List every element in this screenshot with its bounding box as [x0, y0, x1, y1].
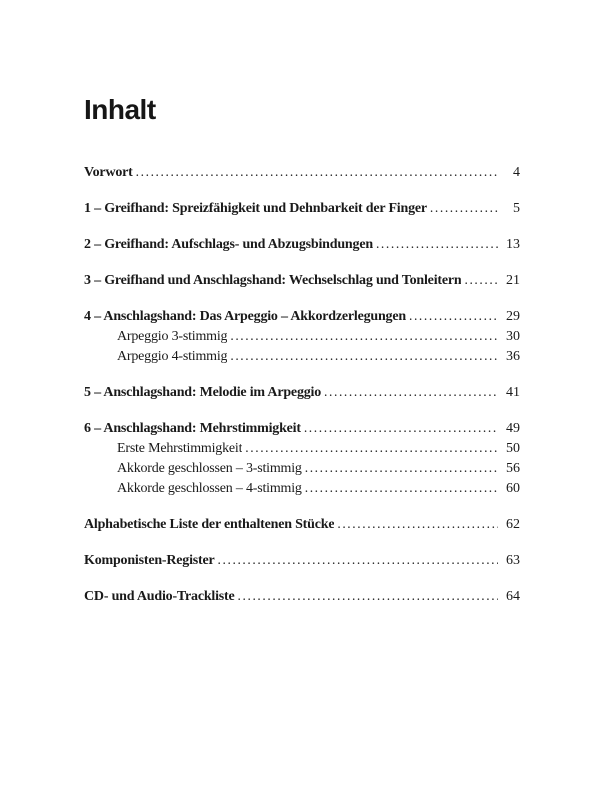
table-of-contents	[84, 162, 520, 606]
toc-subentry	[84, 326, 520, 346]
toc-entry-page: 64	[506, 589, 520, 604]
toc-subentry	[84, 478, 520, 498]
toc-entry-label: 2 – Greifhand: Aufschlags- und Abzugsbindungen	[84, 237, 373, 252]
dot-leader	[136, 162, 498, 181]
toc-entry-page: 49	[506, 421, 520, 436]
toc-subentry	[84, 458, 520, 478]
dot-leader	[305, 458, 498, 477]
toc-entry	[84, 418, 520, 438]
toc-entry-label: Arpeggio 4-stimmig	[117, 349, 228, 364]
dot-leader	[238, 586, 498, 605]
toc-entry-page: 50	[506, 441, 520, 456]
toc-entry-label: Komponisten-Register	[84, 553, 215, 568]
toc-entry-page: 30	[506, 329, 520, 344]
dot-leader	[430, 198, 498, 217]
toc-entry-label: 6 – Anschlagshand: Mehrstimmigkeit	[84, 421, 301, 436]
toc-entry-page: 21	[506, 273, 520, 288]
toc-entry-label: Akkorde geschlossen – 3-stimmig	[117, 461, 302, 476]
toc-entry-page: 13	[506, 237, 520, 252]
toc-entry	[84, 162, 520, 182]
toc-entry-label: CD- und Audio-Trackliste	[84, 589, 235, 604]
toc-entry	[84, 198, 520, 218]
dot-leader	[464, 270, 498, 289]
toc-entry-page: 41	[506, 385, 520, 400]
toc-subentry	[84, 346, 520, 366]
page-title: Inhalt	[84, 94, 156, 125]
dot-leader	[218, 550, 498, 569]
toc-entry-label: Alphabetische Liste der enthaltenen Stücke	[84, 517, 335, 532]
toc-entry-label: 1 – Greifhand: Spreizfähigkeit und Dehnbarkeit der Finger	[84, 201, 427, 216]
toc-entry-label: Erste Mehrstimmigkeit	[117, 441, 243, 456]
toc-entry-page: 29	[506, 309, 520, 324]
toc-entry	[84, 550, 520, 570]
toc-entry-label: Arpeggio 3-stimmig	[117, 329, 228, 344]
dot-leader	[304, 418, 498, 437]
toc-entry-page: 62	[506, 517, 520, 532]
dot-leader	[337, 514, 498, 533]
dot-leader	[409, 306, 498, 325]
toc-entry-label: 5 – Anschlagshand: Melodie im Arpeggio	[84, 385, 322, 400]
toc-entry-label: 4 – Anschlagshand: Das Arpeggio – Akkordzerlegungen	[84, 309, 406, 324]
toc-entry-page: 5	[513, 201, 520, 216]
dot-leader	[230, 326, 498, 345]
toc-entry-label: Akkorde geschlossen – 4-stimmig	[117, 481, 302, 496]
dot-leader	[376, 234, 498, 253]
toc-subentry	[84, 438, 520, 458]
toc-entry-label: Vorwort	[84, 165, 133, 180]
toc-entry-label: 3 – Greifhand und Anschlagshand: Wechselschlag und Tonleitern	[84, 273, 462, 288]
toc-entry	[84, 306, 520, 326]
toc-entry-page: 63	[506, 553, 520, 568]
toc-entry	[84, 514, 520, 534]
toc-entry-page: 36	[506, 349, 520, 364]
dot-leader	[230, 346, 498, 365]
toc-entry-page: 60	[506, 481, 520, 496]
toc-entry	[84, 586, 520, 606]
dot-leader	[305, 478, 498, 497]
dot-leader	[324, 382, 498, 401]
toc-entry	[84, 270, 520, 290]
toc-entry	[84, 234, 520, 254]
toc-entry-page: 56	[506, 461, 520, 476]
toc-entry-page: 4	[513, 165, 520, 180]
dot-leader	[245, 438, 498, 457]
toc-entry	[84, 382, 520, 402]
